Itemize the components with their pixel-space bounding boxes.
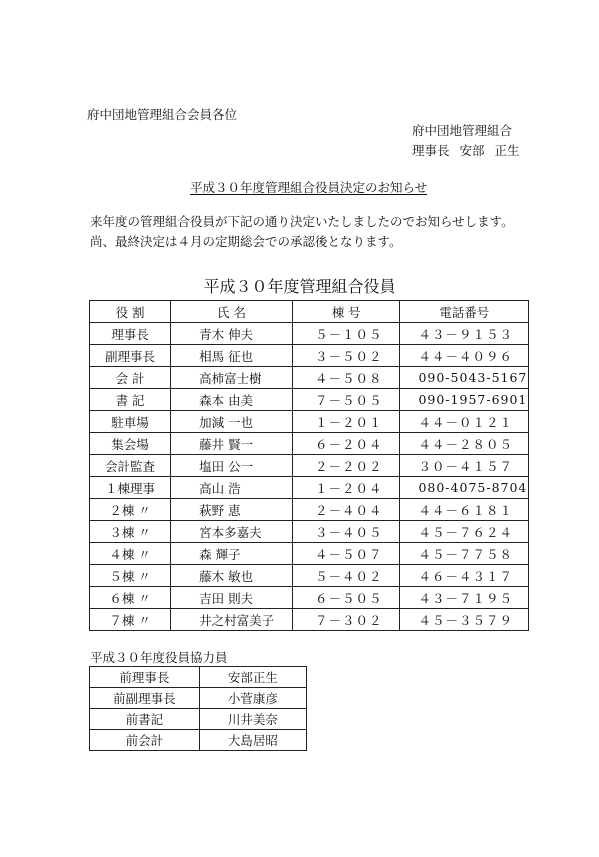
- officer-role: 書 記: [90, 389, 171, 411]
- body-line-2: 尚、最終決定は４月の定期総会での承認後となります。: [90, 234, 402, 249]
- cooperator-row: [90, 688, 307, 709]
- officer-row: [90, 367, 529, 389]
- officer-name: 森 輝子: [171, 543, 293, 565]
- officers-table-title: 平成３０年度管理組合役員: [203, 277, 396, 296]
- officer-row: [90, 609, 529, 631]
- officer-phone: ３０－４１５７: [400, 455, 529, 477]
- sender-name: 理事長 安部 正生: [412, 143, 520, 158]
- officers-table: [89, 300, 529, 631]
- header-building-unit: 棟 号: [292, 301, 400, 323]
- officer-role: ５棟 〃: [90, 565, 171, 587]
- officer-row: [90, 499, 529, 521]
- cooperator-name: 小菅康彦: [199, 688, 306, 709]
- officer-building-unit: ２－２０２: [292, 455, 400, 477]
- cooperator-role: 前会計: [90, 730, 200, 751]
- officers-header-row: [90, 301, 529, 323]
- officer-name: 宮本多嘉夫: [171, 521, 293, 543]
- officer-building-unit: ４－５０８: [292, 367, 400, 389]
- cooperator-row: [90, 709, 307, 730]
- officer-phone: 080-4075-8704: [400, 477, 529, 499]
- officer-building-unit: ７－３０２: [292, 609, 400, 631]
- header-name: 氏 名: [171, 301, 293, 323]
- cooperators-table-body: [90, 667, 307, 751]
- officer-building-unit: ５－１０５: [292, 323, 400, 345]
- officer-row: [90, 521, 529, 543]
- officer-building-unit: ７－５０５: [292, 389, 400, 411]
- header-role: 役 割: [90, 301, 171, 323]
- officer-role: ６棟 〃: [90, 587, 171, 609]
- officer-name: 藤井 賢一: [171, 433, 293, 455]
- officer-role: 会計監査: [90, 455, 171, 477]
- officer-phone: 090-5043-5167: [400, 367, 529, 389]
- officer-phone: ４６－４３１７: [400, 565, 529, 587]
- officer-phone: ４３－７１９５: [400, 587, 529, 609]
- notice-subject: 平成３０年度管理組合役員決定のお知らせ: [190, 180, 428, 195]
- officer-building-unit: ４－５０７: [292, 543, 400, 565]
- header-phone: 電話番号: [400, 301, 529, 323]
- officer-building-unit: ３－５０２: [292, 345, 400, 367]
- officer-role: 集会場: [90, 433, 171, 455]
- officer-row: [90, 433, 529, 455]
- officer-name: 森本 由美: [171, 389, 293, 411]
- cooperator-name: 大島居昭: [199, 730, 306, 751]
- officer-building-unit: ２－４０４: [292, 499, 400, 521]
- officer-name: 高柿富士樹: [171, 367, 293, 389]
- officer-building-unit: １－２０４: [292, 477, 400, 499]
- officer-row: [90, 345, 529, 367]
- officer-name: 相馬 征也: [171, 345, 293, 367]
- officer-row: [90, 477, 529, 499]
- cooperator-row: [90, 667, 307, 688]
- officer-role: ３棟 〃: [90, 521, 171, 543]
- cooperator-role: 前書記: [90, 709, 200, 730]
- officer-phone: ４４－２８０５: [400, 433, 529, 455]
- cooperator-row: [90, 730, 307, 751]
- officer-name: 吉田 則夫: [171, 587, 293, 609]
- officer-phone: ４４－６１８１: [400, 499, 529, 521]
- cooperators-title: 平成３０年度役員協力員: [90, 650, 228, 665]
- officer-phone: ４４－０１２１: [400, 411, 529, 433]
- officer-name: 青木 伸夫: [171, 323, 293, 345]
- officer-role: 会 計: [90, 367, 171, 389]
- cooperators-table: [89, 666, 307, 751]
- officer-row: [90, 411, 529, 433]
- officer-building-unit: ５－４０２: [292, 565, 400, 587]
- officers-table-body: [90, 323, 529, 631]
- officer-name: 藤木 敏也: [171, 565, 293, 587]
- officer-building-unit: １－２０１: [292, 411, 400, 433]
- officer-role: 副理事長: [90, 345, 171, 367]
- officer-name: 井之村富美子: [171, 609, 293, 631]
- officer-phone: ４４－４０９６: [400, 345, 529, 367]
- officer-phone: ４５－７６２４: [400, 521, 529, 543]
- officer-role: １棟理事: [90, 477, 171, 499]
- officer-role: ７棟 〃: [90, 609, 171, 631]
- officer-name: 塩田 公一: [171, 455, 293, 477]
- officer-phone: ４５－７７５８: [400, 543, 529, 565]
- officer-row: [90, 565, 529, 587]
- addressee: 府中団地管理組合会員各位: [87, 107, 238, 122]
- officer-row: [90, 543, 529, 565]
- officer-name: 萩野 恵: [171, 499, 293, 521]
- officer-row: [90, 323, 529, 345]
- body-line-1: 来年度の管理組合役員が下記の通り決定いたしましたのでお知らせします。: [90, 214, 514, 229]
- cooperator-name: 川井美奈: [199, 709, 306, 730]
- officer-phone: ４５－３５７９: [400, 609, 529, 631]
- officer-name: 高山 浩: [171, 477, 293, 499]
- officer-row: [90, 587, 529, 609]
- officer-row: [90, 389, 529, 411]
- officer-phone: 090-1957-6901: [400, 389, 529, 411]
- officer-row: [90, 455, 529, 477]
- sender-organization: 府中団地管理組合: [412, 123, 513, 138]
- cooperator-name: 安部正生: [199, 667, 306, 688]
- cooperator-role: 前副理事長: [90, 688, 200, 709]
- officer-building-unit: ６－２０４: [292, 433, 400, 455]
- officer-name: 加減 一也: [171, 411, 293, 433]
- officer-role: ２棟 〃: [90, 499, 171, 521]
- officer-phone: ４３－９１５３: [400, 323, 529, 345]
- cooperator-role: 前理事長: [90, 667, 200, 688]
- officer-role: 理事長: [90, 323, 171, 345]
- officer-building-unit: ６－５０５: [292, 587, 400, 609]
- officer-role: 駐車場: [90, 411, 171, 433]
- officer-role: ４棟 〃: [90, 543, 171, 565]
- officer-building-unit: ３－４０５: [292, 521, 400, 543]
